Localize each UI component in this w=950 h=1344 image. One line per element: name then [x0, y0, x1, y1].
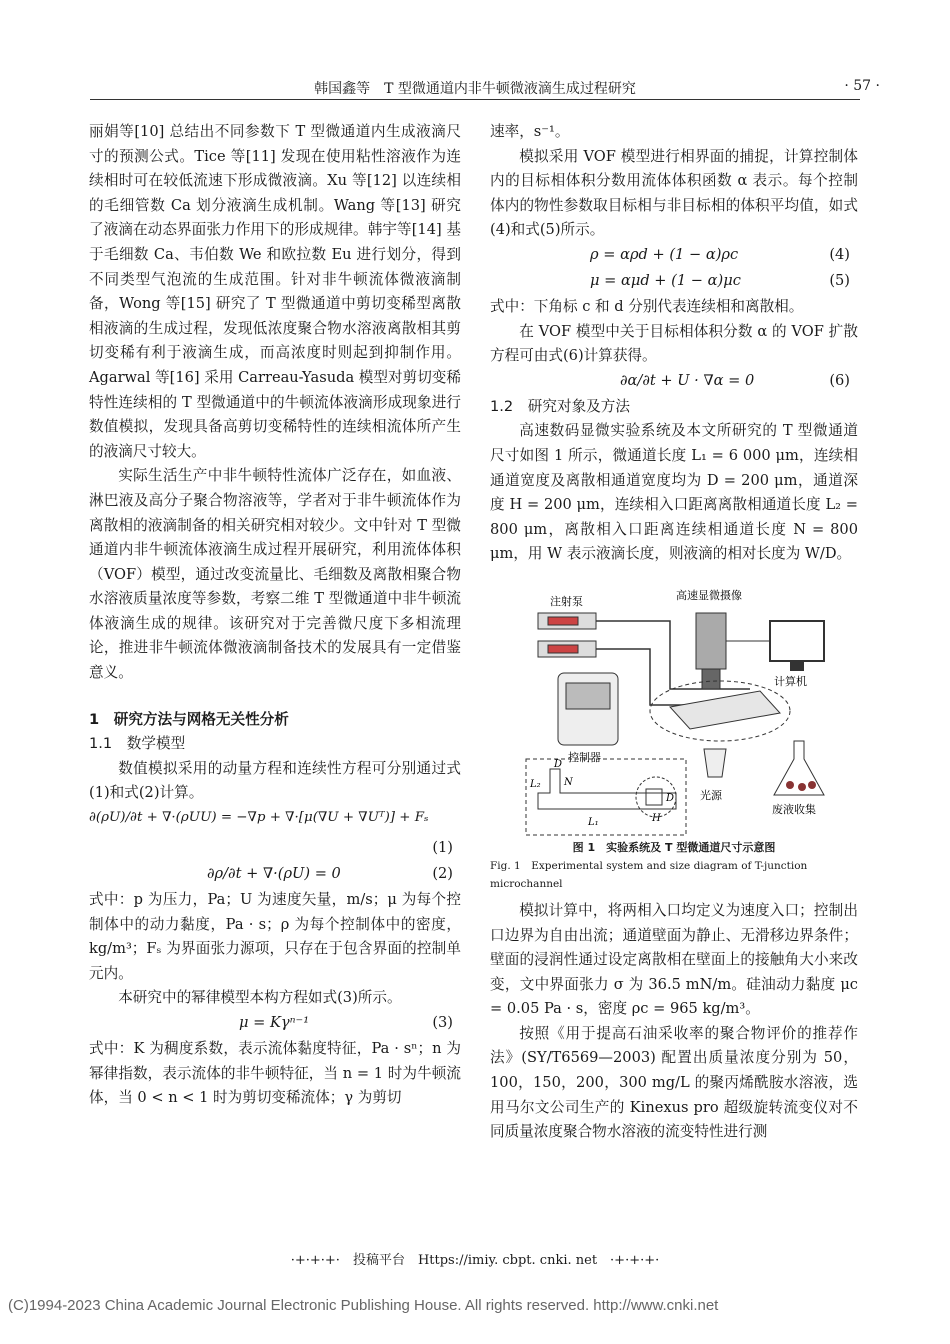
- computer-monitor: [770, 621, 824, 661]
- syringe-2: [548, 645, 578, 653]
- equation-4: [490, 243, 858, 269]
- paragraph: 式中：K 为稠度系数，表示流体黏度特征，Pa · sⁿ；n 为幂律指数，表示流体的非牛顿特征，当 n = 1 时为牛顿流体，当 0 < n < 1 时为剪切变稀流体；γ 为剪切: [89, 1040, 461, 1107]
- pump-label: 注射泵: [550, 594, 583, 608]
- camera-lens: [702, 669, 720, 689]
- paragraph: 本研究中的幂律模型本构方程如式(3)所示。: [118, 989, 402, 1007]
- equation-number: (4): [829, 245, 850, 263]
- subsection-heading: 1.1 数学模型: [89, 735, 186, 753]
- waste-label: 废液收集: [772, 802, 816, 816]
- right-column: [490, 120, 858, 1145]
- equation-text: ∂α/∂t + U · ∇α = 0: [620, 371, 755, 389]
- droplet: [786, 781, 794, 789]
- computer-stand: [790, 661, 804, 671]
- equation-1: [89, 806, 461, 836]
- equation-6: [490, 369, 858, 395]
- paragraph: 数值模拟采用的动量方程和连续性方程可分别通过式(1)和式(2)计算。: [89, 759, 461, 802]
- equation-text: ∂ρ/∂t + ∇·(ρU) = 0: [207, 865, 341, 883]
- microchip: [670, 691, 780, 729]
- equation-number: (5): [829, 271, 850, 289]
- dim-D-detail: D: [666, 792, 675, 804]
- experimental-system-diagram: [490, 581, 858, 839]
- controller-label: 控制器: [568, 750, 601, 764]
- running-title: 韩国鑫等 T 型微通道内非牛顿微液滴生成过程研究: [314, 81, 636, 97]
- submission-footer: ·+·+·+· 投稿平台 Https://imiy. cbpt. cnki. net ·+·+·+·: [290, 1253, 660, 1268]
- equation-text: μ = Kγⁿ⁻¹: [239, 1014, 310, 1031]
- paragraph: 按照《用于提高石油采收率的聚合物评价的推荐作法》(SY/T6569—2003) 配置出质量浓度分别为 50，100，150，200，300 mg/L 的聚丙烯酰胺水溶液，选用马尔文公司生产的 Kinexus pro 超级旋转流变仪对不同质量浓度聚合物水溶液的流变特性进行测: [490, 1024, 858, 1141]
- figure-1: [490, 581, 858, 839]
- dim-L1: L₁: [588, 816, 599, 828]
- left-column: [89, 120, 461, 1111]
- paragraph: 式中：p 为压力，Pa；U 为速度矢量，m/s；μ 为每个控制体中的动力黏度，Pa · s；ρ 为每个控制体中的密度，kg/m³；Fₛ 为界面张力源项，只存在于包含界面的控制单元内。: [89, 891, 461, 982]
- light-source: [704, 749, 726, 777]
- computer-label: 计算机: [774, 674, 807, 688]
- figure-caption-cn: 图 1 实验系统及 T 型微通道尺寸示意图: [572, 840, 776, 854]
- paragraph: 在 VOF 模型中关于目标相体积分数 α 的 VOF 扩散方程可由式(6)计算获得。: [490, 322, 858, 365]
- tube-1: [596, 621, 750, 689]
- equation-text: ρ = αρd + (1 − α)ρc: [590, 245, 739, 263]
- camera-label: 高速显微摄像: [676, 588, 742, 602]
- equation-1-number-row: [89, 836, 461, 862]
- droplet: [798, 783, 806, 791]
- paragraph: 式中：下角标 c 和 d 分别代表连续相和离散相。: [490, 297, 804, 315]
- paragraph: 实际生活生产中非牛顿特性流体广泛存在，如血液、淋巴液及高分子聚合物溶液等，学者对于非牛顿流体作为离散相的液滴制备的相关研究相对较少。文中针对 T 型微通道内非牛顿流体液滴生成过程开展研究，利用流体体积（VOF）模型，通过改变流量比、毛细数及离散相聚合物水溶液质量浓度等参数，考察二维 T 型微通道中非牛顿流体液滴生成的规律。该研究对于完善微尺度下多相流理论，推进非牛顿流体微液滴制备技术的发展具有一定借鉴意义。: [89, 467, 461, 682]
- page-header: [40, 78, 910, 98]
- camera: [696, 613, 726, 669]
- page-number: · 57 ·: [844, 78, 880, 94]
- equation-number: (2): [432, 865, 453, 883]
- paragraph: 模拟计算中，将两相入口均定义为速度入口；控制出口边界为自由出流；通道壁面为静止、无滑移边界条件；壁面的浸润性通过设定离散相在壁面上的接触角大小来改变，文中界面张力 σ 为 36.5 mN/m。硅油动力黏度 μc = 0.05 Pa · s，密度 ρc = 965 kg/m³。: [490, 901, 858, 1018]
- copyright-line: (C)1994-2023 China Academic Journal Electronic Publishing House. All rights reserved. http://www.cnki.net: [8, 1297, 719, 1314]
- equation-text: ∂(ρU)/∂t + ∇·(ρUU) = −∇p + ∇·[μ(∇U + ∇Uᵀ)] + Fₛ: [89, 810, 429, 826]
- dim-N: N: [564, 776, 573, 788]
- equation-2: [89, 862, 461, 888]
- equation-text: μ = αμd + (1 − α)μc: [590, 271, 741, 289]
- dim-L2: L₂: [530, 778, 541, 790]
- controller-screen: [566, 683, 610, 709]
- light-label: 光源: [700, 788, 722, 802]
- figure-caption-en: Fig. 1 Experimental system and size diagram of T-junction microchannel: [490, 859, 808, 890]
- dim-D: D: [554, 758, 563, 770]
- equation-number: (6): [829, 371, 850, 389]
- equation-number: (3): [432, 1014, 453, 1031]
- paragraph: 速率，s⁻¹。: [490, 123, 570, 140]
- equation-number: (1): [432, 839, 453, 857]
- dim-H: H: [652, 812, 661, 824]
- header-rule: [90, 99, 860, 100]
- intro-paragraph: 丽娟等[10] 总结出不同参数下 T 型微通道内生成液滴尺寸的预测公式。Tice 等[11] 发现在使用粘性溶液作为连续相时可在较低流速下形成微液滴。Xu 等[12] 以连续相的毛细管数 Ca 划分液滴生成机制。Wang 等[13] 研究了液滴在动态界面张力作用下的形成规律。韩宇等[14] 基于毛细数 Ca、韦伯数 We 和欧拉数 Eu 进行划分，得到不同类型气泡流的生成范围。针对非牛顿流体微液滴制备，Wong 等[15] 研究了 T 型微通道中剪切变稀型离散相液滴的生成过程，发现低浓度聚合物水溶液离散相其剪切变稀有利于液滴生成，而高浓度时则起到抑制作用。Agarwal 等[16] 采用 Carreau-Yasuda 模型对剪切变稀特性连续相的 T 型微通道中的牛顿流体液滴形成现象进行数值模拟，发现具备高剪切变稀特性的连续相流体所产生的液滴尺寸较大。: [89, 123, 461, 460]
- paragraph: 模拟采用 VOF 模型进行相界面的捕捉，计算控制体内的目标相体积分数用流体体积函数 α 表示。每个控制体内的物性参数取目标相与非目标相的体积平均值，如式(4)和式(5)所示。: [490, 147, 858, 239]
- syringe-1: [548, 617, 578, 625]
- equation-3: [89, 1011, 461, 1037]
- paragraph: 高速数码显微实验系统及本文所研究的 T 型微通道尺寸如图 1 所示，微通道长度 L₁ = 6 000 μm，连续相通道宽度及离散相通道宽度均为 D = 200 μm，通道深度 H = 200 μm，连续相入口距离离散相通道长度 L₂ = 800 μm，离散相入口距离连续相通道长度 N = 800 μm，用 W 表示液滴长度，则液滴的相对长度为 W/D。: [490, 422, 858, 563]
- droplet: [808, 781, 816, 789]
- subsection-heading: 1.2 研究对象及方法: [490, 397, 630, 415]
- section-heading: 1 研究方法与网格无关性分析: [89, 710, 289, 728]
- equation-5: [490, 269, 858, 295]
- detail-box: [646, 789, 662, 805]
